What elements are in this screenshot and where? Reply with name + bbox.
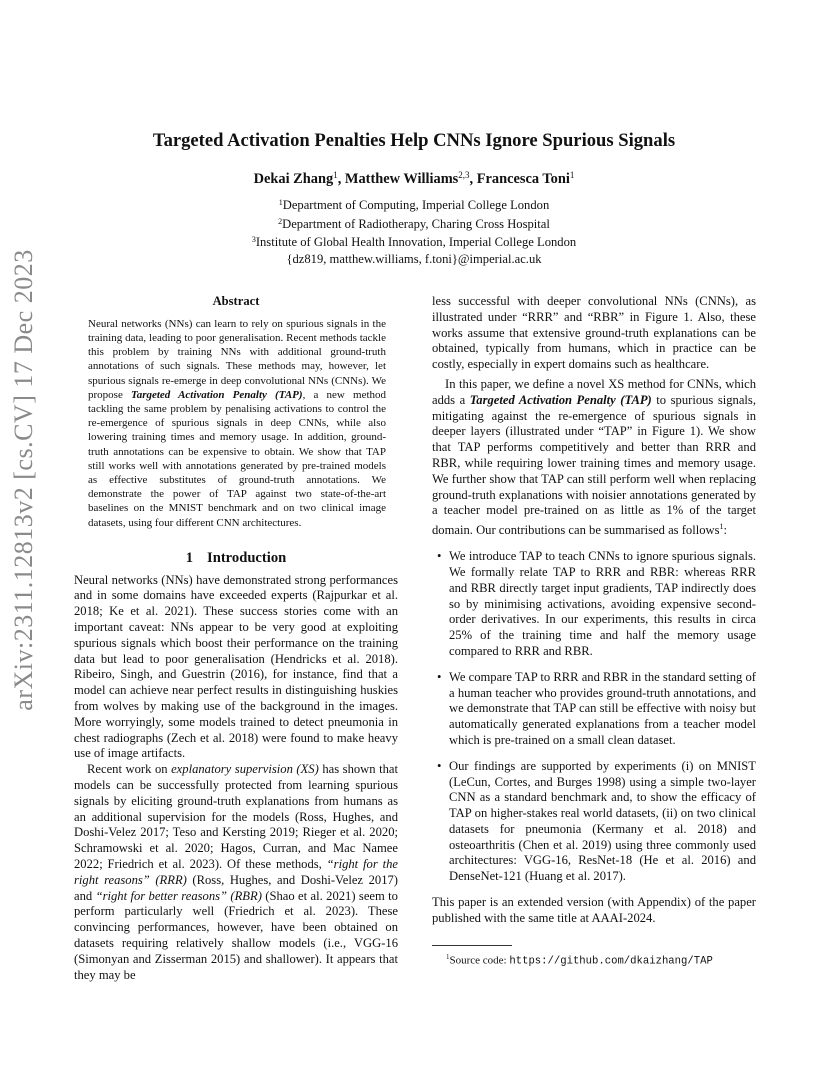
list-item: • We compare TAP to RRR and RBR in the standard setting of a human teacher who provides ground-truth annotations, and we demonstrate that TAP can still be effective with noisy but automatically generated explanations from a teacher model which is pre-trained on a small clean dataset. [437,669,756,747]
author-name: Francesca Toni [476,171,570,187]
abstract-text: Neural networks (NNs) can learn to rely on spurious signals in the training data, leading to poor generalisation. Recent methods tackle this problem by training NNs with additional ground-truth annotations of such signals. These methods may, however, let spurious signals re-emerge in deep convolutional NNs (CNNs). We propose Targeted Activation Penalty (TAP), a new method tackling the same problem by penalising activations to control the re-emergence of spurious signals in deep CNNs, while also lowering training times and memory usage. In addition, ground-truth annotations can be expensive to obtain. We show that TAP still works well with annotations generated by pre-trained models as effective substitutes of ground-truth annotations. We demonstrate the power of TAP against two state-of-the-art baselines on the MNIST benchmark and on two clinical image datasets, using four different CNN architectures. [88,317,387,529]
footnote: $^1$Source code: https://github.com/dkaizhang/TAP [446,952,713,968]
arxiv-stamp: arXiv:2311.12813v2 [cs.CV] 17 Dec 2023 [9,249,38,711]
bullet-icon: • [437,758,442,773]
author-list: Dekai Zhang$^1$, Matthew Williams$^{2,3}$, Francesca Toni$^1$ [253,170,575,187]
affiliations [0,195,828,267]
author-affil-mark: 1 [333,170,338,180]
abstract-heading: Abstract [212,294,260,308]
bullet-icon: • [437,549,442,564]
list-item: • We introduce TAP to teach CNNs to ignore spurious signals. We formally relate TAP to RRR and RBR: whereas RRR and RBR directly target input gradients, TAP indirectly does so by minimising activations, avoiding expensive second-order derivatives. In our experiments, this results in circa 25% of the training time and half the memory usage compared to RRR and RBR. [437,549,756,658]
footnote-divider [432,945,512,946]
affiliation-line: $^1$Department of Computing, Imperial College London [278,198,550,212]
affiliation-line: $^3$Institute of Global Health Innovation, Imperial College London [251,235,577,250]
intro-paragraph: less successful with deeper convolutional NNs (CNNs), as illustrated under “RRR” and “RBR” in Figure 1. Also, these works assume that extensive ground-truth explanations can be obtained, typically from humans, which in practice can be costly, especially in expert domains such as healthcare. [432,294,756,372]
left-column [74,294,398,983]
affiliation-line: $^2$Department of Radiotherapy, Charing Cross Hospital [278,216,550,231]
contributions-list [432,549,756,885]
paper-title: Targeted Activation Penalties Help CNNs Ignore Spurious Signals [152,130,676,151]
section-heading: 1 Introduction [185,549,287,566]
author-emails: {dz819, matthew.williams, f.toni}@imperial.ac.uk [286,251,542,266]
list-item: • Our findings are supported by experiments (i) on MNIST (LeCun, Cortes, and Burges 1998) using a simple two-layer CNN as a standard benchmark and, to show the efficacy of TAP on higher-stakes real world datasets, (ii) on two clinical datasets for pneumonia (Kermany et al. 2018) and osteoarthritis (Chen et al. 2019) using three commonly used architectures: VGG-16, ResNet-18 (He et al. 2016) and DenseNet-121 (Huang et al. 2017). [437,758,756,884]
intro-paragraph: Neural networks (NNs) have demonstrated strong performances and in some domains have exceeded experts (Rajpurkar et al. 2018; Ke et al. 2021). These success stories come with an important caveat: NNs appear to be very good at exploiting spurious signals which boost their performance on the training data but lead to poor generalisation (Hendricks et al. 2018). Ribeiro, Singh, and Guestrin (2016), for instance, find that a model can achieve near perfect results in distinguishing huskies from wolves by making use of the background in the images. More worryingly, some models trained to detect pneumonia in chest radiographs (Zech et al. 2018) were found to make heavy use of image artifacts. [74,572,398,761]
author-affil-mark: 2,3 [458,170,470,180]
extended-version-note: This paper is an extended version (with Appendix) of the paper published with the same title at AAAI-2024. [432,895,756,925]
intro-paragraph: In this paper, we define a novel XS method for CNNs, which adds a Targeted Activation Penalty (TAP) to spurious signals, mitigating against the re-emergence of spurious signals in deeper layers (illustrated under “TAP” in Figure 1). We show that TAP performs competitively and better than RRR and RBR, while requiring lower training times and memory usage. We further show that TAP can still perform well when replacing ground-truth explanations with noisier annotations generated by a teacher model pre-trained on as little as 1% of the target domain. Our contributions can be summarised as follows$^1$: [432,376,756,538]
right-column [432,294,756,968]
author-affil-mark: 1 [569,170,575,180]
intro-paragraph: Recent work on explanatory supervision (XS) has shown that models can be successfully protected from learning spurious signals by eliciting ground-truth explanations from humans as an additional supervision for the models (Ross, Hughes, and Doshi-Velez 2017; Teso and Kersting 2019; Rieger et al. 2020; Schramowski et al. 2020; Hagos, Curran, and Mac Namee 2022; Friedrich et al. 2023). Of these methods, “right for the right reasons” (RRR) (Ross, Hughes, and Doshi-Velez 2017) and “right for better reasons” (RBR) (Shao et al. 2021) seem to perform particularly well (Friedrich et al. 2023). These convincing performances, however, have been obtained on datasets requiring relatively shallow models (i.e., VGG-16 (Simonyan and Zisserman 2015) and shallower). It appears that they may be [74,762,398,982]
author-name: Dekai Zhang [253,171,334,187]
bullet-icon: • [437,669,442,684]
source-code-link[interactable]: https://github.com/dkaizhang/TAP [509,955,713,968]
author-name: Matthew Williams [344,171,459,187]
footnote-mark: 1 [719,522,724,532]
